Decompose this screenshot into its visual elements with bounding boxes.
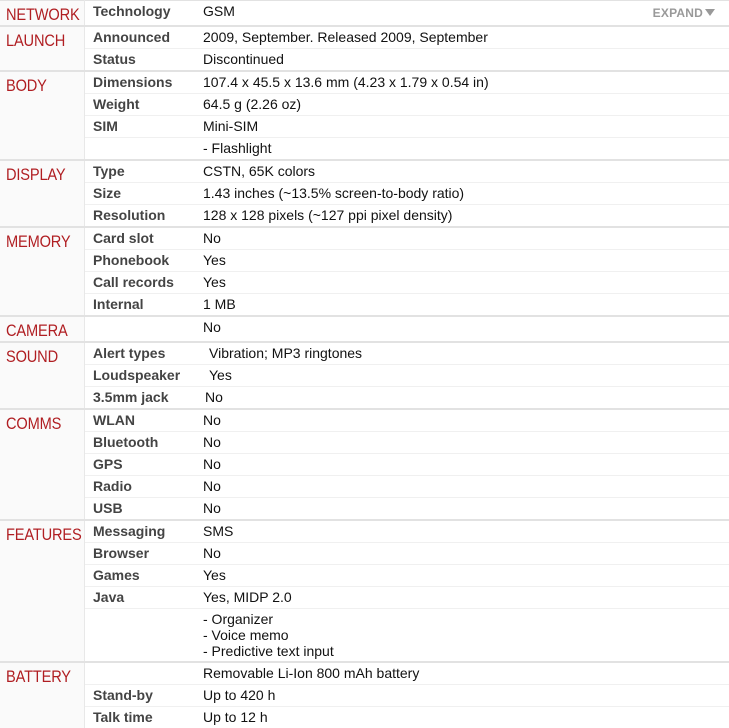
- spec-value-line: Yes: [203, 250, 729, 271]
- spec-row: [0, 227, 729, 250]
- spec-value: [203, 476, 729, 498]
- spec-row: [0, 587, 729, 609]
- spec-label: Announced: [85, 26, 204, 49]
- spec-value: [203, 160, 729, 183]
- spec-value-line: Vibration; MP3 ringtones: [203, 343, 729, 364]
- section-title: NETWORK: [0, 1, 72, 25]
- spec-value: [203, 1, 729, 27]
- spec-value-line: SMS: [203, 521, 729, 542]
- spec-row: [0, 454, 729, 476]
- spec-row: [0, 205, 729, 228]
- spec-label: GPS: [85, 454, 204, 476]
- spec-value-line: No: [203, 317, 729, 338]
- spec-row: [0, 409, 729, 432]
- spec-label: Browser: [85, 543, 204, 565]
- spec-row: [0, 498, 729, 521]
- spec-label: Card slot: [85, 227, 204, 250]
- spec-value: [203, 116, 729, 138]
- spec-value: [203, 294, 729, 317]
- section-network: [0, 1, 85, 27]
- spec-row: [0, 685, 729, 707]
- spec-value: [203, 205, 729, 228]
- section-sound: [0, 342, 85, 409]
- spec-label: Phonebook: [85, 250, 204, 272]
- spec-value: [203, 409, 729, 432]
- spec-row: [0, 160, 729, 183]
- spec-row: [0, 707, 729, 728]
- chevron-down-icon: [705, 9, 715, 16]
- spec-value: [203, 498, 729, 521]
- spec-value: [203, 365, 729, 387]
- spec-value-line: - Flashlight: [203, 138, 729, 159]
- spec-row: [0, 94, 729, 116]
- spec-value-line: GSM: [203, 1, 729, 22]
- spec-value-line: Mini-SIM: [203, 116, 729, 137]
- spec-label: Loudspeaker: [85, 365, 204, 387]
- spec-label: Call records: [85, 272, 204, 294]
- spec-row: [0, 1, 729, 27]
- spec-label: Weight: [85, 94, 204, 116]
- spec-value: [203, 707, 729, 728]
- spec-row: [0, 138, 729, 161]
- spec-label: WLAN: [85, 409, 204, 432]
- spec-label: Talk time: [85, 707, 204, 728]
- spec-value: [203, 454, 729, 476]
- spec-value-line: 2009, September. Released 2009, September: [203, 27, 729, 48]
- spec-value-line: Yes: [203, 365, 729, 386]
- spec-row: [0, 520, 729, 543]
- spec-value-line: 1.43 inches (~13.5% screen-to-body ratio): [203, 183, 729, 204]
- spec-label: Size: [85, 183, 204, 205]
- section-launch: [0, 26, 85, 71]
- section-memory: [0, 227, 85, 316]
- spec-label: [85, 316, 204, 342]
- spec-value: [203, 250, 729, 272]
- spec-value: [203, 272, 729, 294]
- expand-label: EXPAND: [653, 6, 703, 20]
- spec-label: Bluetooth: [85, 432, 204, 454]
- spec-value-line: No: [203, 454, 729, 475]
- spec-value: [203, 183, 729, 205]
- spec-value: [203, 685, 729, 707]
- spec-label: Technology: [85, 1, 204, 27]
- spec-value-line: 128 x 128 pixels (~127 ppi pixel density): [203, 205, 729, 226]
- spec-value-line: 64.5 g (2.26 oz): [203, 94, 729, 115]
- spec-label: [85, 662, 204, 685]
- spec-value-line: Yes, MIDP 2.0: [203, 587, 729, 608]
- spec-row: [0, 116, 729, 138]
- spec-label: Radio: [85, 476, 204, 498]
- spec-label: Java: [85, 587, 204, 609]
- spec-value: [203, 26, 729, 49]
- spec-value: [203, 609, 729, 663]
- spec-row: [0, 71, 729, 94]
- spec-value-line: Yes: [203, 272, 729, 293]
- spec-value-line: CSTN, 65K colors: [203, 161, 729, 182]
- section-body: [0, 71, 85, 160]
- spec-value: [203, 94, 729, 116]
- spec-value-line: Discontinued: [203, 49, 729, 70]
- section-title: FEATURES: [0, 521, 72, 545]
- spec-label: [85, 138, 204, 161]
- spec-value: [203, 71, 729, 94]
- spec-row: [0, 49, 729, 72]
- spec-value: [203, 227, 729, 250]
- spec-value: [203, 138, 729, 161]
- spec-value-line: Up to 12 h: [203, 707, 729, 728]
- section-title: LAUNCH: [0, 27, 72, 51]
- expand-button[interactable]: [653, 3, 715, 24]
- spec-value-line: No: [203, 228, 729, 249]
- spec-row: [0, 342, 729, 365]
- spec-value-line: Removable Li-Ion 800 mAh battery: [203, 663, 729, 684]
- section-title: DISPLAY: [0, 161, 72, 185]
- spec-value: [203, 565, 729, 587]
- section-camera: [0, 316, 85, 342]
- section-comms: [0, 409, 85, 520]
- section-title: COMMS: [0, 410, 72, 434]
- spec-label: Games: [85, 565, 204, 587]
- spec-label: Messaging: [85, 520, 204, 543]
- spec-label: Dimensions: [85, 71, 204, 94]
- spec-value-line: No: [203, 498, 729, 519]
- spec-value-line: - Voice memo: [203, 627, 729, 643]
- spec-row: [0, 432, 729, 454]
- spec-value-line: No: [203, 432, 729, 453]
- spec-label: Internal: [85, 294, 204, 317]
- spec-label: USB: [85, 498, 204, 521]
- section-title: SOUND: [0, 343, 72, 367]
- spec-value-line: No: [203, 387, 729, 408]
- spec-label: SIM: [85, 116, 204, 138]
- spec-value: [203, 543, 729, 565]
- spec-value: [203, 387, 729, 410]
- spec-row: [0, 272, 729, 294]
- spec-value-line: 1 MB: [203, 294, 729, 315]
- spec-value-line: No: [203, 476, 729, 497]
- spec-value-line: - Predictive text input: [203, 643, 729, 659]
- spec-row: [0, 365, 729, 387]
- spec-value: [203, 662, 729, 685]
- spec-row: [0, 26, 729, 49]
- section-title: BATTERY: [0, 663, 72, 687]
- spec-label: Type: [85, 160, 204, 183]
- section-title: MEMORY: [0, 228, 72, 252]
- spec-value: [203, 587, 729, 609]
- spec-row: [0, 476, 729, 498]
- spec-row: [0, 609, 729, 663]
- section-title: BODY: [0, 72, 72, 96]
- section-features: [0, 520, 85, 662]
- spec-label: Alert types: [85, 342, 204, 365]
- spec-row: [0, 565, 729, 587]
- spec-label: Status: [85, 49, 204, 72]
- spec-value: [203, 49, 729, 72]
- spec-value-line: Up to 420 h: [203, 685, 729, 706]
- spec-value: [203, 342, 729, 365]
- spec-row: [0, 387, 729, 410]
- spec-value: [203, 316, 729, 342]
- spec-value-line: 107.4 x 45.5 x 13.6 mm (4.23 x 1.79 x 0.54 in): [203, 72, 729, 93]
- spec-value-line: No: [203, 543, 729, 564]
- spec-row: [0, 250, 729, 272]
- section-title: CAMERA: [0, 317, 72, 341]
- section-display: [0, 160, 85, 227]
- spec-row: [0, 543, 729, 565]
- spec-label: Resolution: [85, 205, 204, 228]
- spec-row: [0, 316, 729, 342]
- section-battery: [0, 662, 85, 728]
- specs-body: [0, 1, 729, 728]
- spec-row: [0, 294, 729, 317]
- spec-label: [85, 609, 204, 663]
- spec-value-line: No: [203, 410, 729, 431]
- spec-row: [0, 662, 729, 685]
- spec-row: [0, 183, 729, 205]
- spec-value-line: Yes: [203, 565, 729, 586]
- spec-value: [203, 432, 729, 454]
- spec-value-line: - Organizer: [203, 611, 729, 627]
- spec-label: Stand-by: [85, 685, 204, 707]
- spec-label: 3.5mm jack: [85, 387, 204, 410]
- spec-value: [203, 520, 729, 543]
